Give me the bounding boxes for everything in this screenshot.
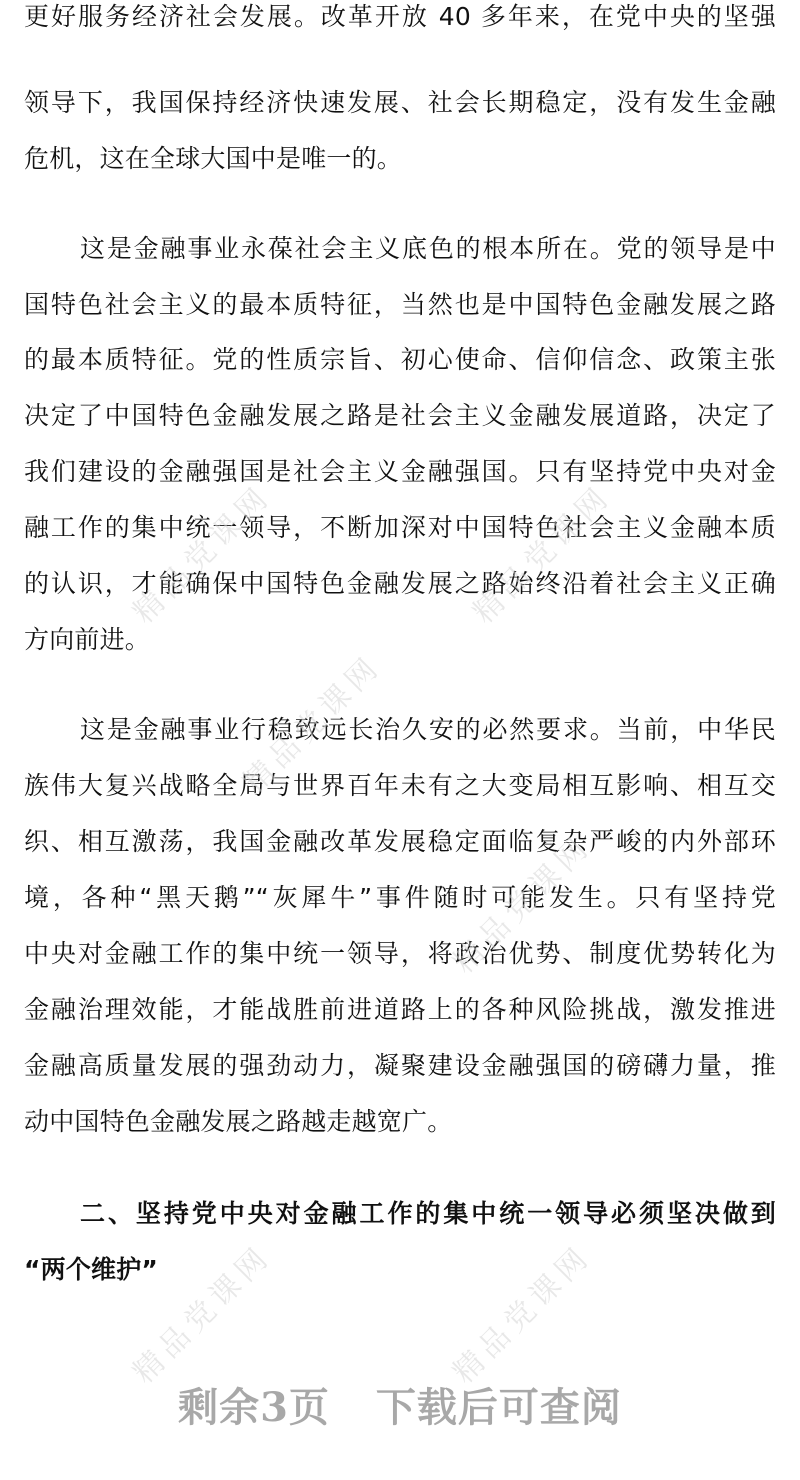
paragraph-line: 动中国特色金融发展之路越走越宽广。 bbox=[24, 1107, 453, 1136]
paragraph-line: 织、相互激荡，我国金融改革发展稳定面临复杂严峻的内外部环 bbox=[24, 827, 776, 856]
paragraph-line: 方向前进。 bbox=[24, 625, 151, 654]
paragraph-line: 的最本质特征。党的性质宗旨、初心使命、信仰信念、政策主张 bbox=[24, 345, 776, 374]
watermark: 精品党课网 bbox=[126, 1238, 279, 1391]
paragraph-line: 金融高质量发展的强劲动力，凝聚建设金融强国的磅礴力量，推 bbox=[24, 1051, 776, 1080]
paragraph-line: 国特色社会主义的最本质特征，当然也是中国特色金融发展之路 bbox=[24, 290, 776, 319]
paragraph-line: 金融治理效能，才能战胜前进道路上的各种风险挑战，激发推进 bbox=[24, 995, 776, 1024]
paragraph-line: 更好服务经济社会发展。改革开放 40 多年来，在党中央的坚强 bbox=[24, 2, 776, 31]
section-heading-line: “两个维护” bbox=[24, 1255, 159, 1284]
paragraph-line: 融工作的集中统一领导，不断加深对中国特色社会主义金融本质 bbox=[24, 513, 776, 542]
watermark: 精品党课网 bbox=[466, 478, 619, 631]
paragraph-line: 这是金融事业行稳致远长治久安的必然要求。当前，中华民 bbox=[80, 715, 776, 744]
download-prompt-banner[interactable] bbox=[0, 1378, 800, 1438]
paragraph-line: 这是金融事业永葆社会主义底色的根本所在。党的领导是中 bbox=[80, 234, 776, 263]
paragraph-line: 中央对金融工作的集中统一领导，将政治优势、制度优势转化为 bbox=[24, 939, 776, 968]
paragraph-line: 的认识，才能确保中国特色金融发展之路始终沿着社会主义正确 bbox=[24, 569, 776, 598]
watermark: 精品党课网 bbox=[126, 478, 279, 631]
paragraph-line: 危机，这在全球大国中是唯一的。 bbox=[24, 144, 403, 173]
watermark: 精品党课网 bbox=[446, 1238, 599, 1391]
remaining-pages-label: 剩余3页 bbox=[178, 1384, 330, 1431]
paragraph-line: 族伟大复兴战略全局与世界百年未有之大变局相互影响、相互交 bbox=[24, 771, 776, 800]
paragraph-line: 领导下，我国保持经济快速发展、社会长期稳定，没有发生金融 bbox=[24, 88, 776, 117]
paragraph-line: 决定了中国特色金融发展之路是社会主义金融发展道路，决定了 bbox=[24, 401, 776, 430]
watermark: 精品党课网 bbox=[446, 828, 599, 981]
section-heading-line: 二、坚持党中央对金融工作的集中统一领导必须坚决做到 bbox=[80, 1199, 776, 1228]
paragraph-line: 境，各种“黑天鹅”“灰犀牛”事件随时可能发生。只有坚持党 bbox=[24, 883, 776, 912]
watermark: 精品党课网 bbox=[236, 648, 389, 801]
paragraph-line: 我们建设的金融强国是社会主义金融强国。只有坚持党中央对金 bbox=[24, 457, 776, 486]
download-to-view-label: 下载后可查阅 bbox=[375, 1384, 622, 1431]
